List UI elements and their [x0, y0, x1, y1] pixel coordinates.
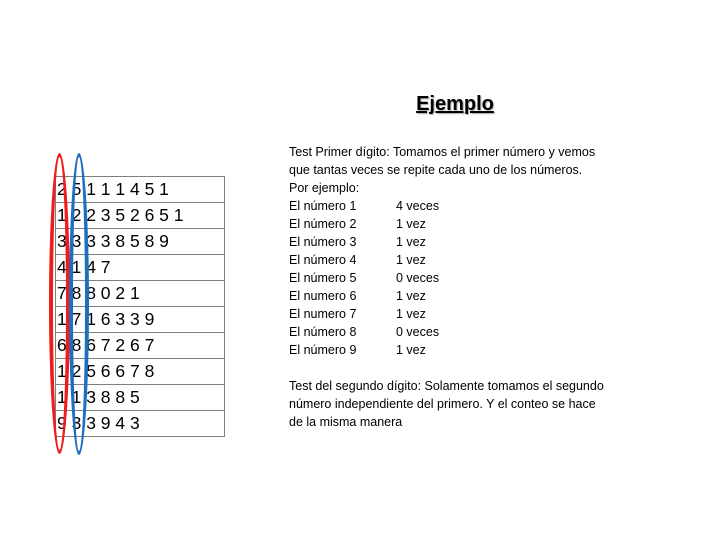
number-row-cell: 3 3 3 3 8 5 8 9	[56, 229, 225, 255]
number-row-cell: 1 2 2 3 5 2 6 5 1	[56, 203, 225, 229]
count-label: El número 4	[289, 253, 357, 267]
first-digit-test-description: Test Primer dígito: Tomamos el primer número y vemos que tantas veces se repite cada uno de los números.	[289, 145, 596, 177]
list-item	[289, 287, 609, 305]
count-value: 4 veces	[396, 199, 440, 213]
number-row-cell: 1 7 1 6 3 3 9	[56, 307, 225, 333]
count-value: 1 vez	[396, 289, 426, 303]
list-item	[289, 233, 609, 251]
count-label: El número 3	[289, 235, 357, 249]
list-item	[289, 197, 609, 215]
explanation-text	[289, 143, 609, 431]
count-label: El número 5	[289, 271, 357, 285]
number-row-cell: 7 8 8 0 2 1	[56, 281, 225, 307]
second-digit-highlight-oval	[69, 153, 89, 455]
count-value: 1 vez	[396, 235, 426, 249]
number-row-cell: 1 2 5 6 6 7 8	[56, 359, 225, 385]
list-item	[289, 251, 609, 269]
number-row-cell: 2 5 1 1 1 4 5 1	[56, 177, 225, 203]
count-label: El numero 7	[289, 307, 357, 321]
count-value: 1 vez	[396, 253, 426, 267]
list-item	[289, 215, 609, 233]
digit-count-list	[289, 197, 609, 359]
count-value: 1 vez	[396, 343, 426, 357]
list-item	[289, 269, 609, 287]
list-item	[289, 323, 609, 341]
first-digit-highlight-oval	[49, 153, 70, 454]
number-row-cell: 9 3 3 9 4 3	[56, 411, 225, 437]
count-value: 1 vez	[396, 217, 426, 231]
list-item	[289, 305, 609, 323]
slide-title: Ejemplo	[416, 93, 494, 115]
second-digit-test-description: Test del segundo dígito: Solamente tomamos el segundo número independiente del primero. Y el conteo se hace de la misma manera	[289, 379, 604, 429]
number-row-cell: 6 8 6 7 2 6 7	[56, 333, 225, 359]
example-label: Por ejemplo:	[289, 181, 360, 195]
number-row-cell: 1 1 3 8 8 5	[56, 385, 225, 411]
count-label: El número 9	[289, 343, 357, 357]
count-label: El número 1	[289, 199, 357, 213]
number-row-cell: 4 1 4 7	[56, 255, 225, 281]
paragraph-spacer	[289, 359, 609, 377]
count-label: El numero 6	[289, 289, 357, 303]
count-label: El número 8	[289, 325, 357, 339]
count-value: 0 veces	[396, 325, 440, 339]
count-label: El número 2	[289, 217, 357, 231]
count-value: 1 vez	[396, 307, 426, 321]
count-value: 0 veces	[396, 271, 440, 285]
list-item	[289, 341, 609, 359]
